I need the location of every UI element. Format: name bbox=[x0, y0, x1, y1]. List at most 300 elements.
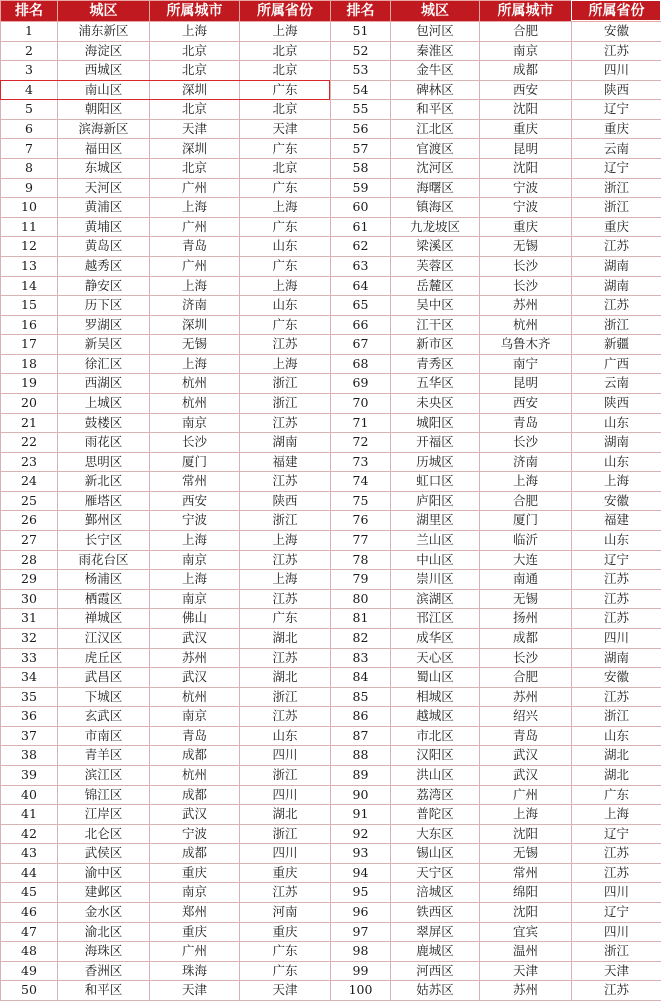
rank-cell: 56 bbox=[331, 119, 391, 139]
district-cell: 秦淮区 bbox=[391, 41, 480, 61]
province-cell: 北京 bbox=[240, 61, 331, 81]
province-cell: 湖北 bbox=[572, 765, 661, 785]
district-cell: 渝中区 bbox=[58, 863, 150, 883]
province-cell: 广东 bbox=[240, 942, 331, 962]
city-cell: 长沙 bbox=[480, 276, 572, 296]
header-rank: 排名 bbox=[1, 1, 58, 22]
province-cell: 辽宁 bbox=[572, 550, 661, 570]
rank-cell: 99 bbox=[331, 961, 391, 981]
province-cell: 湖北 bbox=[572, 746, 661, 766]
city-cell: 成都 bbox=[480, 61, 572, 81]
province-cell: 广东 bbox=[240, 80, 331, 100]
table-row bbox=[1, 61, 661, 81]
table-row bbox=[1, 922, 661, 942]
district-cell: 镇海区 bbox=[391, 198, 480, 218]
district-cell: 吴中区 bbox=[391, 296, 480, 316]
rank-cell: 4 bbox=[1, 80, 58, 100]
rank-cell: 91 bbox=[331, 805, 391, 825]
city-cell: 杭州 bbox=[150, 393, 240, 413]
table-row bbox=[1, 589, 661, 609]
city-cell: 武汉 bbox=[480, 746, 572, 766]
city-cell: 合肥 bbox=[480, 668, 572, 688]
district-cell: 兰山区 bbox=[391, 531, 480, 551]
province-cell: 江苏 bbox=[240, 413, 331, 433]
table-row bbox=[1, 531, 661, 551]
rank-cell: 42 bbox=[1, 824, 58, 844]
city-cell: 临沂 bbox=[480, 531, 572, 551]
table-row bbox=[1, 824, 661, 844]
city-cell: 杭州 bbox=[150, 374, 240, 394]
rank-cell: 15 bbox=[1, 296, 58, 316]
province-cell: 广东 bbox=[240, 139, 331, 159]
table-row bbox=[1, 354, 661, 374]
city-cell: 合肥 bbox=[480, 491, 572, 511]
city-cell: 无锡 bbox=[480, 237, 572, 257]
district-cell: 涪城区 bbox=[391, 883, 480, 903]
district-cell: 九龙坡区 bbox=[391, 217, 480, 237]
district-cell: 青羊区 bbox=[58, 746, 150, 766]
table-row bbox=[1, 335, 661, 355]
rank-cell: 57 bbox=[331, 139, 391, 159]
city-cell: 青岛 bbox=[150, 726, 240, 746]
rank-cell: 31 bbox=[1, 609, 58, 629]
table-row bbox=[1, 217, 661, 237]
district-cell: 禅城区 bbox=[58, 609, 150, 629]
district-cell: 官渡区 bbox=[391, 139, 480, 159]
rank-cell: 5 bbox=[1, 100, 58, 120]
rank-cell: 50 bbox=[1, 981, 58, 1001]
table-row bbox=[1, 139, 661, 159]
city-cell: 常州 bbox=[150, 472, 240, 492]
table-row bbox=[1, 256, 661, 276]
city-cell: 苏州 bbox=[480, 296, 572, 316]
district-cell: 大东区 bbox=[391, 824, 480, 844]
city-cell: 宁波 bbox=[480, 178, 572, 198]
province-cell: 山东 bbox=[572, 452, 661, 472]
district-cell: 福田区 bbox=[58, 139, 150, 159]
province-cell: 江苏 bbox=[572, 844, 661, 864]
rank-cell: 13 bbox=[1, 256, 58, 276]
city-cell: 长沙 bbox=[480, 433, 572, 453]
province-cell: 湖南 bbox=[240, 433, 331, 453]
rank-cell: 1 bbox=[1, 22, 58, 42]
rank-cell: 14 bbox=[1, 276, 58, 296]
city-cell: 南京 bbox=[150, 413, 240, 433]
province-cell: 浙江 bbox=[240, 824, 331, 844]
table-row bbox=[1, 981, 661, 1001]
rank-cell: 63 bbox=[331, 256, 391, 276]
rank-cell: 45 bbox=[1, 883, 58, 903]
city-cell: 绵阳 bbox=[480, 883, 572, 903]
table-row bbox=[1, 746, 661, 766]
city-cell: 苏州 bbox=[480, 981, 572, 1001]
province-cell: 上海 bbox=[240, 531, 331, 551]
table-row bbox=[1, 668, 661, 688]
rank-cell: 35 bbox=[1, 687, 58, 707]
rank-cell: 77 bbox=[331, 531, 391, 551]
city-cell: 广州 bbox=[150, 942, 240, 962]
district-cell: 上城区 bbox=[58, 393, 150, 413]
district-cell: 和平区 bbox=[58, 981, 150, 1001]
province-cell: 陕西 bbox=[240, 491, 331, 511]
province-cell: 重庆 bbox=[240, 922, 331, 942]
city-cell: 无锡 bbox=[150, 335, 240, 355]
rank-cell: 18 bbox=[1, 354, 58, 374]
rank-cell: 85 bbox=[331, 687, 391, 707]
district-cell: 越城区 bbox=[391, 707, 480, 727]
district-cell: 碑林区 bbox=[391, 80, 480, 100]
district-cell: 锡山区 bbox=[391, 844, 480, 864]
province-cell: 四川 bbox=[572, 883, 661, 903]
province-cell: 天津 bbox=[240, 981, 331, 1001]
city-cell: 南京 bbox=[150, 707, 240, 727]
city-cell: 天津 bbox=[150, 119, 240, 139]
table-row bbox=[1, 844, 661, 864]
city-cell: 武汉 bbox=[150, 628, 240, 648]
district-cell: 海珠区 bbox=[58, 942, 150, 962]
province-cell: 广东 bbox=[240, 609, 331, 629]
rank-cell: 16 bbox=[1, 315, 58, 335]
city-cell: 南京 bbox=[150, 550, 240, 570]
district-cell: 沈河区 bbox=[391, 159, 480, 179]
city-cell: 杭州 bbox=[150, 765, 240, 785]
table-row bbox=[1, 22, 661, 42]
city-cell: 苏州 bbox=[480, 687, 572, 707]
table-row bbox=[1, 883, 661, 903]
rank-cell: 89 bbox=[331, 765, 391, 785]
province-cell: 广东 bbox=[240, 217, 331, 237]
province-cell: 浙江 bbox=[572, 315, 661, 335]
rank-cell: 48 bbox=[1, 942, 58, 962]
district-cell: 成华区 bbox=[391, 628, 480, 648]
rank-cell: 9 bbox=[1, 178, 58, 198]
rank-cell: 23 bbox=[1, 452, 58, 472]
city-cell: 无锡 bbox=[480, 589, 572, 609]
city-cell: 杭州 bbox=[480, 315, 572, 335]
table-row bbox=[1, 942, 661, 962]
table-row bbox=[1, 413, 661, 433]
district-cell: 栖霞区 bbox=[58, 589, 150, 609]
province-cell: 江苏 bbox=[572, 570, 661, 590]
city-cell: 大连 bbox=[480, 550, 572, 570]
city-cell: 苏州 bbox=[150, 648, 240, 668]
province-cell: 浙江 bbox=[240, 393, 331, 413]
city-cell: 重庆 bbox=[150, 922, 240, 942]
rank-cell: 72 bbox=[331, 433, 391, 453]
city-cell: 温州 bbox=[480, 942, 572, 962]
rank-cell: 79 bbox=[331, 570, 391, 590]
district-cell: 中山区 bbox=[391, 550, 480, 570]
district-cell: 建邺区 bbox=[58, 883, 150, 903]
city-cell: 昆明 bbox=[480, 374, 572, 394]
rank-cell: 2 bbox=[1, 41, 58, 61]
province-cell: 江苏 bbox=[240, 707, 331, 727]
rank-cell: 52 bbox=[331, 41, 391, 61]
district-cell: 香洲区 bbox=[58, 961, 150, 981]
district-cell: 雁塔区 bbox=[58, 491, 150, 511]
district-cell: 蜀山区 bbox=[391, 668, 480, 688]
table-row bbox=[1, 903, 661, 923]
city-cell: 广州 bbox=[150, 217, 240, 237]
district-cell: 新吴区 bbox=[58, 335, 150, 355]
rank-cell: 21 bbox=[1, 413, 58, 433]
table-row bbox=[1, 511, 661, 531]
rank-cell: 43 bbox=[1, 844, 58, 864]
rank-cell: 30 bbox=[1, 589, 58, 609]
district-cell: 雨花台区 bbox=[58, 550, 150, 570]
province-cell: 江苏 bbox=[240, 335, 331, 355]
district-cell: 渝北区 bbox=[58, 922, 150, 942]
province-cell: 四川 bbox=[240, 746, 331, 766]
district-cell: 黄埔区 bbox=[58, 217, 150, 237]
city-cell: 宁波 bbox=[150, 824, 240, 844]
table-row bbox=[1, 433, 661, 453]
rank-cell: 51 bbox=[331, 22, 391, 42]
city-cell: 济南 bbox=[150, 296, 240, 316]
rank-cell: 78 bbox=[331, 550, 391, 570]
district-cell: 未央区 bbox=[391, 393, 480, 413]
province-cell: 辽宁 bbox=[572, 159, 661, 179]
table-row bbox=[1, 393, 661, 413]
rank-cell: 40 bbox=[1, 785, 58, 805]
city-cell: 长沙 bbox=[480, 648, 572, 668]
province-cell: 北京 bbox=[240, 41, 331, 61]
province-cell: 江苏 bbox=[240, 883, 331, 903]
province-cell: 广东 bbox=[240, 961, 331, 981]
city-cell: 宜宾 bbox=[480, 922, 572, 942]
province-cell: 浙江 bbox=[572, 198, 661, 218]
province-cell: 山东 bbox=[240, 726, 331, 746]
city-cell: 珠海 bbox=[150, 961, 240, 981]
city-cell: 成都 bbox=[150, 844, 240, 864]
rank-cell: 44 bbox=[1, 863, 58, 883]
province-cell: 江苏 bbox=[240, 472, 331, 492]
city-cell: 广州 bbox=[150, 178, 240, 198]
rank-cell: 27 bbox=[1, 531, 58, 551]
province-cell: 云南 bbox=[572, 374, 661, 394]
district-cell: 静安区 bbox=[58, 276, 150, 296]
city-cell: 青岛 bbox=[480, 726, 572, 746]
rank-cell: 96 bbox=[331, 903, 391, 923]
rank-cell: 29 bbox=[1, 570, 58, 590]
district-cell: 东城区 bbox=[58, 159, 150, 179]
table-row bbox=[1, 198, 661, 218]
city-cell: 成都 bbox=[480, 628, 572, 648]
rank-cell: 37 bbox=[1, 726, 58, 746]
district-cell: 黄浦区 bbox=[58, 198, 150, 218]
district-cell: 长宁区 bbox=[58, 531, 150, 551]
rank-cell: 84 bbox=[331, 668, 391, 688]
rank-cell: 70 bbox=[331, 393, 391, 413]
province-cell: 广西 bbox=[572, 354, 661, 374]
district-cell: 开福区 bbox=[391, 433, 480, 453]
rank-cell: 7 bbox=[1, 139, 58, 159]
table-row bbox=[1, 863, 661, 883]
city-cell: 郑州 bbox=[150, 903, 240, 923]
district-cell: 新北区 bbox=[58, 472, 150, 492]
city-cell: 武汉 bbox=[150, 668, 240, 688]
city-cell: 南宁 bbox=[480, 354, 572, 374]
district-cell: 邗江区 bbox=[391, 609, 480, 629]
table-row bbox=[1, 159, 661, 179]
rank-cell: 47 bbox=[1, 922, 58, 942]
header-province: 所属省份 bbox=[572, 1, 661, 22]
rank-cell: 83 bbox=[331, 648, 391, 668]
city-cell: 厦门 bbox=[150, 452, 240, 472]
rank-cell: 8 bbox=[1, 159, 58, 179]
rank-cell: 68 bbox=[331, 354, 391, 374]
province-cell: 江苏 bbox=[572, 609, 661, 629]
district-cell: 梁溪区 bbox=[391, 237, 480, 257]
header-rank: 排名 bbox=[331, 1, 391, 22]
rank-cell: 55 bbox=[331, 100, 391, 120]
province-cell: 湖北 bbox=[240, 628, 331, 648]
city-cell: 杭州 bbox=[150, 687, 240, 707]
city-cell: 扬州 bbox=[480, 609, 572, 629]
rank-cell: 49 bbox=[1, 961, 58, 981]
province-cell: 上海 bbox=[240, 198, 331, 218]
province-cell: 山东 bbox=[572, 726, 661, 746]
header-city: 所属城市 bbox=[480, 1, 572, 22]
city-cell: 成都 bbox=[150, 785, 240, 805]
rank-cell: 97 bbox=[331, 922, 391, 942]
rank-cell: 3 bbox=[1, 61, 58, 81]
rank-cell: 93 bbox=[331, 844, 391, 864]
header-district: 城区 bbox=[58, 1, 150, 22]
rank-cell: 60 bbox=[331, 198, 391, 218]
district-cell: 普陀区 bbox=[391, 805, 480, 825]
district-cell: 天宁区 bbox=[391, 863, 480, 883]
district-cell: 下城区 bbox=[58, 687, 150, 707]
district-cell: 虹口区 bbox=[391, 472, 480, 492]
rank-cell: 75 bbox=[331, 491, 391, 511]
province-cell: 天津 bbox=[240, 119, 331, 139]
district-cell: 庐阳区 bbox=[391, 491, 480, 511]
city-cell: 北京 bbox=[150, 41, 240, 61]
province-cell: 江苏 bbox=[572, 981, 661, 1001]
district-cell: 雨花区 bbox=[58, 433, 150, 453]
district-cell: 洪山区 bbox=[391, 765, 480, 785]
district-cell: 市南区 bbox=[58, 726, 150, 746]
district-cell: 黄岛区 bbox=[58, 237, 150, 257]
rank-cell: 19 bbox=[1, 374, 58, 394]
rank-cell: 81 bbox=[331, 609, 391, 629]
district-cell: 新市区 bbox=[391, 335, 480, 355]
city-cell: 南京 bbox=[150, 883, 240, 903]
district-cell: 锦江区 bbox=[58, 785, 150, 805]
province-cell: 江苏 bbox=[240, 550, 331, 570]
province-cell: 陕西 bbox=[572, 393, 661, 413]
rank-cell: 41 bbox=[1, 805, 58, 825]
city-cell: 成都 bbox=[150, 746, 240, 766]
city-cell: 西安 bbox=[480, 80, 572, 100]
district-cell: 金水区 bbox=[58, 903, 150, 923]
rank-cell: 65 bbox=[331, 296, 391, 316]
table-row bbox=[1, 805, 661, 825]
rank-cell: 38 bbox=[1, 746, 58, 766]
rank-cell: 17 bbox=[1, 335, 58, 355]
city-cell: 南京 bbox=[150, 589, 240, 609]
district-cell: 崇川区 bbox=[391, 570, 480, 590]
district-cell: 金牛区 bbox=[391, 61, 480, 81]
rank-cell: 66 bbox=[331, 315, 391, 335]
table-row bbox=[1, 315, 661, 335]
table-row bbox=[1, 100, 661, 120]
city-cell: 南京 bbox=[480, 41, 572, 61]
district-cell: 五华区 bbox=[391, 374, 480, 394]
province-cell: 四川 bbox=[572, 628, 661, 648]
rank-cell: 22 bbox=[1, 433, 58, 453]
rank-cell: 71 bbox=[331, 413, 391, 433]
province-cell: 江苏 bbox=[240, 589, 331, 609]
city-cell: 上海 bbox=[150, 22, 240, 42]
province-cell: 湖北 bbox=[240, 668, 331, 688]
district-cell: 历下区 bbox=[58, 296, 150, 316]
district-cell: 思明区 bbox=[58, 452, 150, 472]
rank-cell: 80 bbox=[331, 589, 391, 609]
province-cell: 浙江 bbox=[240, 374, 331, 394]
province-cell: 上海 bbox=[240, 354, 331, 374]
district-cell: 浦东新区 bbox=[58, 22, 150, 42]
table-row bbox=[1, 550, 661, 570]
district-cell: 滨江区 bbox=[58, 765, 150, 785]
city-cell: 天津 bbox=[480, 961, 572, 981]
province-cell: 广东 bbox=[240, 178, 331, 198]
city-cell: 武汉 bbox=[480, 765, 572, 785]
city-cell: 沈阳 bbox=[480, 824, 572, 844]
district-cell: 朝阳区 bbox=[58, 100, 150, 120]
table-row bbox=[1, 648, 661, 668]
city-cell: 上海 bbox=[150, 354, 240, 374]
district-cell: 西城区 bbox=[58, 61, 150, 81]
district-cell: 青秀区 bbox=[391, 354, 480, 374]
district-cell: 铁西区 bbox=[391, 903, 480, 923]
province-cell: 新疆 bbox=[572, 335, 661, 355]
rank-cell: 92 bbox=[331, 824, 391, 844]
district-cell: 杨浦区 bbox=[58, 570, 150, 590]
province-cell: 山东 bbox=[572, 413, 661, 433]
district-cell: 海曙区 bbox=[391, 178, 480, 198]
province-cell: 湖南 bbox=[572, 648, 661, 668]
table-body bbox=[1, 22, 661, 1001]
province-cell: 云南 bbox=[572, 139, 661, 159]
province-cell: 四川 bbox=[572, 922, 661, 942]
province-cell: 上海 bbox=[240, 22, 331, 42]
province-cell: 浙江 bbox=[240, 511, 331, 531]
province-cell: 天津 bbox=[572, 961, 661, 981]
province-cell: 浙江 bbox=[572, 707, 661, 727]
province-cell: 江苏 bbox=[572, 687, 661, 707]
rank-cell: 73 bbox=[331, 452, 391, 472]
city-cell: 无锡 bbox=[480, 844, 572, 864]
rank-cell: 6 bbox=[1, 119, 58, 139]
province-cell: 山东 bbox=[240, 296, 331, 316]
province-cell: 上海 bbox=[240, 570, 331, 590]
city-cell: 上海 bbox=[480, 805, 572, 825]
province-cell: 安徽 bbox=[572, 491, 661, 511]
city-cell: 重庆 bbox=[150, 863, 240, 883]
district-cell: 江岸区 bbox=[58, 805, 150, 825]
table-row bbox=[1, 687, 661, 707]
header-row bbox=[1, 1, 661, 22]
rank-cell: 46 bbox=[1, 903, 58, 923]
province-cell: 福建 bbox=[240, 452, 331, 472]
city-cell: 北京 bbox=[150, 61, 240, 81]
province-cell: 北京 bbox=[240, 159, 331, 179]
city-cell: 深圳 bbox=[150, 80, 240, 100]
district-cell: 滨湖区 bbox=[391, 589, 480, 609]
city-cell: 广州 bbox=[480, 785, 572, 805]
